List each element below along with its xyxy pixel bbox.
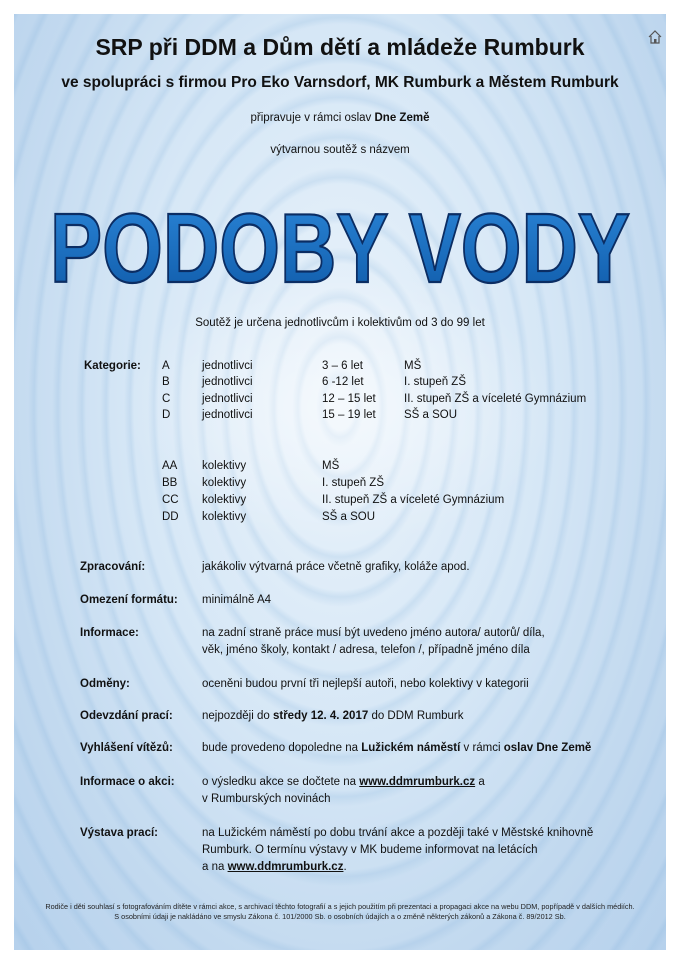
submission-suffix: do DDM Rumburk bbox=[368, 710, 464, 722]
exhibition-line-3 bbox=[202, 861, 347, 873]
winners-mid: v rámci bbox=[460, 742, 504, 754]
prepares-line bbox=[14, 112, 666, 124]
winners-event: oslav Dne Země bbox=[503, 742, 592, 754]
category-type: jednotlivci bbox=[202, 393, 253, 405]
info-line-1: na zadní straně práce musí být uvedeno jméno autora/ autorů/ díla, bbox=[202, 627, 545, 639]
action-info-label: Informace o akci: bbox=[80, 776, 175, 788]
category-school: II. stupeň ZŠ a víceleté Gymnázium bbox=[404, 393, 587, 405]
rewards-label: Odměny: bbox=[80, 678, 130, 690]
processing-value: jakákoliv výtvarná práce včetně grafiky, koláže apod. bbox=[202, 561, 470, 573]
main-title: PODOBY VODY bbox=[50, 193, 630, 302]
website-link[interactable]: www.ddmrumburk.cz bbox=[359, 776, 476, 788]
winners-prefix: bude provedeno dopoledne na bbox=[202, 742, 362, 754]
winners-place: Lužickém náměstí bbox=[361, 742, 461, 754]
category-type: jednotlivci bbox=[202, 376, 253, 388]
submission-date: středy 12. 4. 2017 bbox=[272, 710, 369, 722]
prepares-prefix: připravuje v rámci oslav bbox=[250, 112, 375, 124]
collective-type: kolektivy bbox=[202, 494, 247, 506]
category-age: 15 – 19 let bbox=[322, 409, 376, 421]
collective-school: I. stupeň ZŠ bbox=[322, 477, 385, 489]
processing-label: Zpracování: bbox=[80, 561, 146, 573]
collective-school: MŠ bbox=[322, 460, 340, 472]
category-code: A bbox=[162, 360, 170, 372]
earth-day: Dne Země bbox=[374, 112, 430, 124]
collective-school: II. stupeň ZŠ a víceleté Gymnázium bbox=[322, 494, 505, 506]
submission-label: Odevzdání prací: bbox=[80, 710, 173, 722]
poster bbox=[14, 14, 666, 950]
collective-code: AA bbox=[162, 460, 178, 472]
poster-subtitle: ve spolupráci s firmou Pro Eko Varnsdorf, MK Rumburk a Městem Rumburk bbox=[61, 74, 619, 91]
exhibition-line-1: na Lužickém náměstí po dobu trvání akce a později také v Městské knihovně bbox=[202, 827, 594, 839]
collective-type: kolektivy bbox=[202, 511, 247, 523]
info-line-2: věk, jméno školy, kontakt / adresa, telefon /, případně jméno díla bbox=[202, 644, 530, 656]
poster-title: SRP při DDM a Dům dětí a mládeže Rumburk bbox=[95, 34, 585, 60]
format-value: minimálně A4 bbox=[202, 594, 272, 606]
collective-code: DD bbox=[162, 511, 179, 523]
format-label: Omezení formátu: bbox=[80, 594, 178, 606]
contest-intro: výtvarnou soutěž s názvem bbox=[270, 144, 410, 156]
submission-prefix: nejpozději do bbox=[202, 710, 273, 722]
exhibition-suffix: . bbox=[343, 861, 347, 873]
action-info-line-2: v Rumburských novinách bbox=[202, 793, 331, 805]
intro-text: Soutěž je určena jednotlivcům i kolektivům od 3 do 99 let bbox=[195, 317, 485, 329]
categories-label: Kategorie: bbox=[84, 360, 141, 372]
action-info-suffix: a bbox=[475, 776, 485, 788]
category-age: 12 – 15 let bbox=[322, 393, 376, 405]
collective-school: SŠ a SOU bbox=[322, 511, 376, 523]
category-code: C bbox=[162, 393, 171, 405]
exhibition-line-2: Rumburk. O termínu výstavy v MK budeme informovat na letácích bbox=[202, 844, 538, 856]
category-school: MŠ bbox=[404, 360, 422, 372]
winners-label: Vyhlášení vítězů: bbox=[80, 742, 173, 754]
exhibition-label: Výstava prací: bbox=[80, 827, 158, 839]
category-type: jednotlivci bbox=[202, 409, 253, 421]
website-link-2[interactable]: www.ddmrumburk.cz bbox=[227, 861, 344, 873]
main-title-graphic bbox=[14, 182, 666, 302]
category-type: jednotlivci bbox=[202, 360, 253, 372]
category-age: 6 -12 let bbox=[322, 376, 364, 388]
winners-value bbox=[202, 742, 591, 754]
category-school: I. stupeň ZŠ bbox=[404, 376, 467, 388]
collective-type: kolektivy bbox=[202, 460, 247, 472]
submission-value bbox=[202, 710, 463, 722]
collective-code: BB bbox=[162, 477, 178, 489]
collective-code: CC bbox=[162, 494, 179, 506]
category-school: SŠ a SOU bbox=[404, 409, 458, 421]
house-icon bbox=[648, 30, 662, 44]
category-code: B bbox=[162, 376, 170, 388]
exhibition-prefix: a na bbox=[202, 861, 228, 873]
action-info-prefix: o výsledku akce se dočtete na bbox=[202, 776, 360, 788]
footer-consent: Rodiče i děti souhlasí s fotografováním dítěte v rámci akce, s archivací těchto fotografií a s jejich použitím při prezentaci a propagaci akce na webu DDM, popřípadě v dalších médiích. S osobními údaji je nakládáno ve smyslu Zákona č. 101/2000 Sb. o osobních údajích a o změně některých zákonů a Zákona č. 89/2012 Sb. bbox=[45, 902, 635, 921]
rewards-value: oceněni budou první tři nejlepší autoři, nebo kolektivy v kategorii bbox=[202, 678, 529, 690]
category-code: D bbox=[162, 409, 171, 421]
category-age: 3 – 6 let bbox=[322, 360, 363, 372]
info-label: Informace: bbox=[80, 627, 139, 639]
collective-type: kolektivy bbox=[202, 477, 247, 489]
action-info-line-1 bbox=[202, 776, 485, 788]
